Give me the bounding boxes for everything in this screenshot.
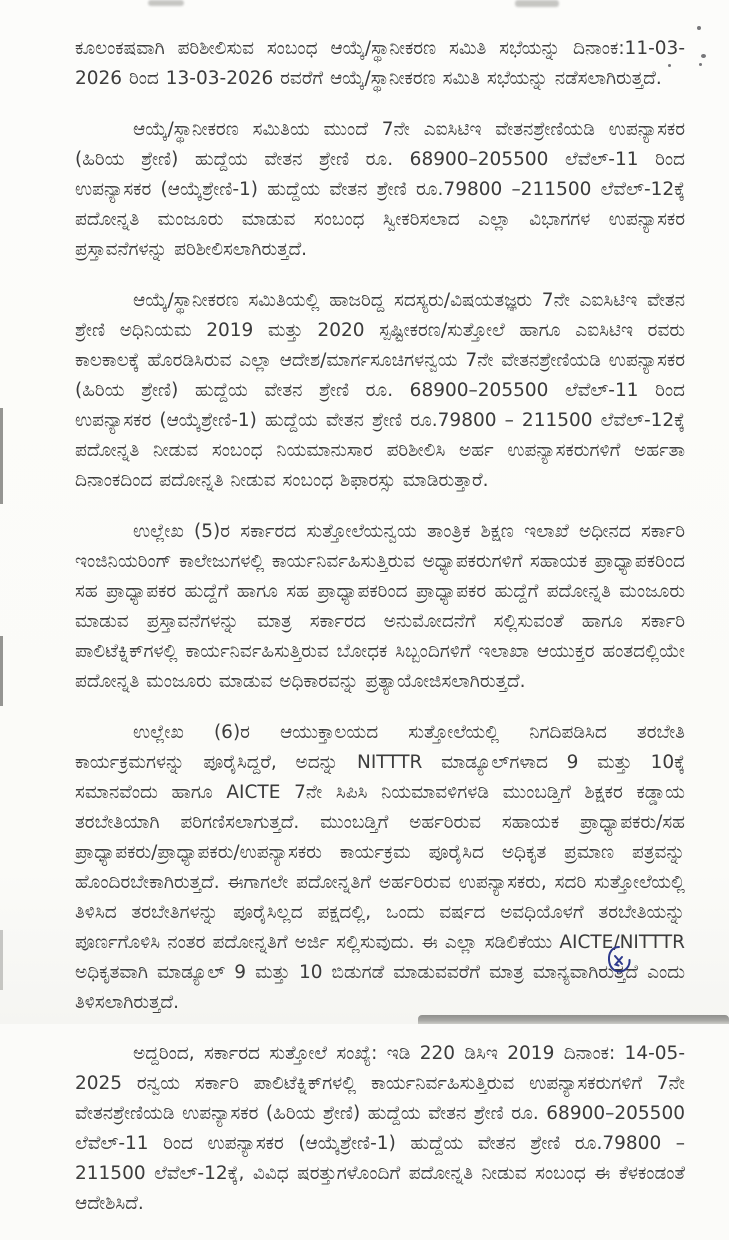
paragraph-4: ಉಲ್ಲೇಖ (5)ರ ಸರ್ಕಾರದ ಸುತ್ತೋಲೆಯನ್ವಯ ತಾಂತ್ರಿಕ ಶಿಕ್ಷಣ ಇಲಾಖೆ ಅಧೀನದ ಸರ್ಕಾರಿ ಇಂಜಿನಿಯರಿಂಗ್ ಕಾಲೇಜುಗಳಲ್ಲಿ ಕಾರ್ಯನಿರ್ವಹಿಸುತ್ತಿರುವ ಅಧ್ಯಾಪಕರುಗಳಿಗೆ ಸಹಾಯಕ ಪ್ರಾಧ್ಯಾಪಕರಿಂದ ಸಹ ಪ್ರಾಧ್ಯಾಪಕರ ಹುದ್ದೆಗೆ ಹಾಗೂ ಸಹ ಪ್ರಾಧ್ಯಾಪಕರಿಂದ ಪ್ರಾಧ್ಯಾಪಕರ ಹುದ್ದೆಗೆ ಪದೋನ್ನತಿ ಮಂಜೂರು ಮಾಡುವ ಪ್ರಸ್ತಾವನೆಗಳನ್ನು ಮಾತ್ರ ಸರ್ಕಾರದ ಅನುಮೋದನೆಗೆ ಸಲ್ಲಿಸುವಂತೆ ಹಾಗೂ ಸರ್ಕಾರಿ ಪಾಲಿಟೆಕ್ನಿಕ್‌ಗಳಲ್ಲಿ ಕಾರ್ಯನಿರ್ವಹಿಸುತ್ತಿರುವ ಬೋಧಕ ಸಿಬ್ಬಂದಿಗಳಿಗೆ ಇಲಾಖಾ ಆಯುಕ್ತರ ಹಂತದಲ್ಲಿಯೇ ಪದೋನ್ನತಿ ಮಂಜೂರು ಮಾಡುವ ಅಧಿಕಾರವನ್ನು ಪ್ರತ್ಯಾಯೋಜಿಸಲಾಗಿರುತ್ತದೆ.: [75, 521, 685, 692]
paragraph-6: ಅದ್ದರಿಂದ, ಸರ್ಕಾರದ ಸುತ್ತೋಲೆ ಸಂಖ್ಯೆ: ಇಡಿ 220 ಡಿಸಿಇ 2019 ದಿನಾಂಕ: 14-05-2025 ರನ್ವಯ ಸರ್ಕಾರಿ ಪಾಲಿಟೆಕ್ನಿಕ್‌ಗಳಲ್ಲಿ ಕಾರ್ಯನಿರ್ವಹಿಸುತ್ತಿರುವ ಉಪನ್ಯಾಸಕರುಗಳಿಗೆ 7ನೇ ವೇತನಶ್ರೇಣಿಯಡಿ ಉಪನ್ಯಾಸಕರ (ಹಿರಿಯ ಶ್ರೇಣಿ) ಹುದ್ದೆಯ ವೇತನ ಶ್ರೇಣಿ ರೂ. 68900–205500 ಲೆವೆಲ್-11 ರಿಂದ ಉಪನ್ಯಾಸಕರ (ಆಯ್ಕೆಶ್ರೇಣಿ-1) ಹುದ್ದೆಯ ವೇತನ ಶ್ರೇಣಿ ರೂ.79800 – 211500 ಲೆವೆಲ್-12ಕ್ಕೆ, ವಿವಿಧ ಷರತ್ತುಗಳೊಂದಿಗೆ ಪದೋನ್ನತಿ ನೀಡುವ ಸಂಬಂಧ ಈ ಕೆಳಕಂಡಂತೆ ಆದೇಶಿಸಿದೆ.: [75, 1043, 685, 1214]
scan-shadow-bottom: [418, 1015, 729, 1024]
scan-edge-artifact: [0, 408, 3, 504]
ink-speck-icon: [699, 63, 702, 66]
scan-edge-artifact: [0, 930, 3, 990]
ink-speck-icon: [668, 64, 671, 67]
scan-edge-artifact: [0, 636, 3, 706]
scan-smudge-icon: [148, 0, 184, 6]
paragraph-2: ಆಯ್ಕೆ/ಸ್ಥಾನೀಕರಣ ಸಮಿತಿಯ ಮುಂದೆ 7ನೇ ಎಐಸಿಟಿಇ ವೇತನಶ್ರೇಣಿಯಡಿ ಉಪನ್ಯಾಸಕರ (ಹಿರಿಯ ಶ್ರೇಣಿ) ಹುದ್ದೆಯ ವೇತನ ಶ್ರೇಣಿ ರೂ. 68900–205500 ಲೆವೆಲ್-11 ರಿಂದ ಉಪನ್ಯಾಸಕರ (ಆಯ್ಕೆಶ್ರೇಣಿ-1) ಹುದ್ದೆಯ ವೇತನ ಶ್ರೇಣಿ ರೂ.79800 –211500 ಲೆವೆಲ್-12ಕ್ಕೆ ಪದೋನ್ನತಿ ಮಂಜೂರು ಮಾಡುವ ಸಂಬಂಧ ಸ್ವೀಕರಿಸಲಾದ ಎಲ್ಲಾ ವಿಭಾಗಗಳ ಉಪನ್ಯಾಸಕರ ಪ್ರಸ್ತಾವನೆಗಳನ್ನು ಪರಿಶೀಲಿಸಲಾಗಿರುತ್ತದೆ.: [75, 119, 685, 260]
ink-speck-icon: [701, 54, 706, 58]
scan-smudge-icon: [515, 0, 559, 7]
signature-initial-mark: [605, 944, 635, 978]
paragraph-1: ಕೂಲಂಕಷವಾಗಿ ಪರಿಶೀಲಿಸುವ ಸಂಬಂಧ ಆಯ್ಕೆ/ಸ್ಥಾನೀಕರಣ ಸಮಿತಿ ಸಭೆಯನ್ನು ದಿನಾಂಕ:11-03-2026 ರಿಂದ 13-03-2026 ರವರೆಗೆ ಆಯ್ಕೆ/ಸ್ಥಾನೀಕರಣ ಸಮಿತಿ ಸಭೆಯನ್ನು ನಡೆಸಲಾಗಿರುತ್ತದೆ.: [75, 38, 685, 89]
paragraph-5: ಉಲ್ಲೇಖ (6)ರ ಆಯುಕ್ತಾಲಯದ ಸುತ್ತೋಲೆಯಲ್ಲಿ ನಿಗದಿಪಡಿಸಿದ ತರಬೇತಿ ಕಾರ್ಯಕ್ರಮಗಳನ್ನು ಪೂರೈಸಿದ್ದರೆ, ಅದನ್ನು NITTTR ಮಾಡ್ಯೂಲ್‌ಗಳಾದ 9 ಮತ್ತು 10ಕ್ಕೆ ಸಮಾನವೆಂದು ಹಾಗೂ AICTE 7ನೇ ಸಿಪಿಸಿ ನಿಯಮಾವಳಿಗಳಡಿ ಮುಂಬಡ್ತಿಗೆ ಶಿಕ್ಷಕರ ಕಡ್ಡಾಯ ತರಬೇತಿಯಾಗಿ ಪರಿಗಣಿಸಲಾಗುತ್ತದೆ. ಮುಂಬಡ್ತಿಗೆ ಅರ್ಹರಿರುವ ಸಹಾಯಕ ಪ್ರಾಧ್ಯಾಪಕರು/ಸಹ ಪ್ರಾಧ್ಯಾಪಕರು/ಪ್ರಾಧ್ಯಾಪಕರು/ಉಪನ್ಯಾಸಕರು ಕಾರ್ಯಕ್ರಮ ಪೂರೈಸಿದ ಅಧಿಕೃತ ಪ್ರಮಾಣ ಪತ್ರವನ್ನು ಹೊಂದಿರಬೇಕಾಗಿರುತ್ತದೆ. ಈಗಾಗಲೇ ಪದೋನ್ನತಿಗೆ ಅರ್ಹರಿರುವ ಉಪನ್ಯಾಸಕರು, ಸದರಿ ಸುತ್ತೋಲೆಯಲ್ಲಿ ತಿಳಿಸಿದ ತರಬೇತಿಗಳನ್ನು ಪೂರೈಸಿಲ್ಲದ ಪಕ್ಷದಲ್ಲಿ, ಒಂದು ವರ್ಷದ ಅವಧಿಯೊಳಗೆ ತರಬೇತಿಯನ್ನು ಪೂರ್ಣಗೊಳಿಸಿ ನಂತರ ಪದೋನ್ನತಿಗೆ ಅರ್ಜಿ ಸಲ್ಲಿಸುವುದು. ಈ ಎಲ್ಲಾ ಸಡಿಲಿಕೆಯು AICTE/NITTTR ಅಧಿಕೃತವಾಗಿ ಮಾಡ್ಯೂಲ್ 9 ಮತ್ತು 10 ಬಿಡುಗಡೆ ಮಾಡುವವರೆಗೆ ಮಾತ್ರ ಮಾನ್ಯವಾಗಿರುತ್ತದೆ ಎಂದು ತಿಳಿಸಲಾಗಿರುತ್ತದೆ.: [75, 722, 685, 1013]
paragraph-3: ಆಯ್ಕೆ/ಸ್ಥಾನೀಕರಣ ಸಮಿತಿಯಲ್ಲಿ ಹಾಜರಿದ್ದ ಸದಸ್ಯರು/ವಿಷಯತಜ್ಞರು 7ನೇ ಎಐಸಿಟಿಇ ವೇತನ ಶ್ರೇಣಿ ಅಧಿನಿಯಮ 2019 ಮತ್ತು 2020 ಸ್ಪಷ್ಟೀಕರಣ/ಸುತ್ತೋಲೆ ಹಾಗೂ ಎಐಸಿಟಿಇ ರವರು ಕಾಲಕಾಲಕ್ಕೆ ಹೊರಡಿಸಿರುವ ಎಲ್ಲಾ ಆದೇಶ/ಮಾರ್ಗಸೂಚಿಗಳನ್ವಯ 7ನೇ ವೇತನಶ್ರೇಣಿಯಡಿ ಉಪನ್ಯಾಸಕರ (ಹಿರಿಯ ಶ್ರೇಣಿ) ಹುದ್ದೆಯ ವೇತನ ಶ್ರೇಣಿ ರೂ. 68900–205500 ಲೆವೆಲ್-11 ರಿಂದ ಉಪನ್ಯಾಸಕರ (ಆಯ್ಕೆಶ್ರೇಣಿ-1) ಹುದ್ದೆಯ ವೇತನ ಶ್ರೇಣಿ ರೂ.79800 – 211500 ಲೆವೆಲ್-12ಕ್ಕೆ ಪದೋನ್ನತಿ ನೀಡುವ ಸಂಬಂಧ ನಿಯಮಾನುಸಾರ ಪರಿಶೀಲಿಸಿ ಅರ್ಹ ಉಪನ್ಯಾಸಕರುಗಳಿಗೆ ಅರ್ಹತಾ ದಿನಾಂಕದಿಂದ ಪದೋನ್ನತಿ ನೀಡುವ ಸಂಬಂಧ ಶಿಫಾರಸ್ಸು ಮಾಡಿರುತ್ತಾರೆ.: [75, 290, 685, 491]
ink-speck-icon: [697, 26, 701, 30]
document-text-block: [75, 34, 685, 1240]
